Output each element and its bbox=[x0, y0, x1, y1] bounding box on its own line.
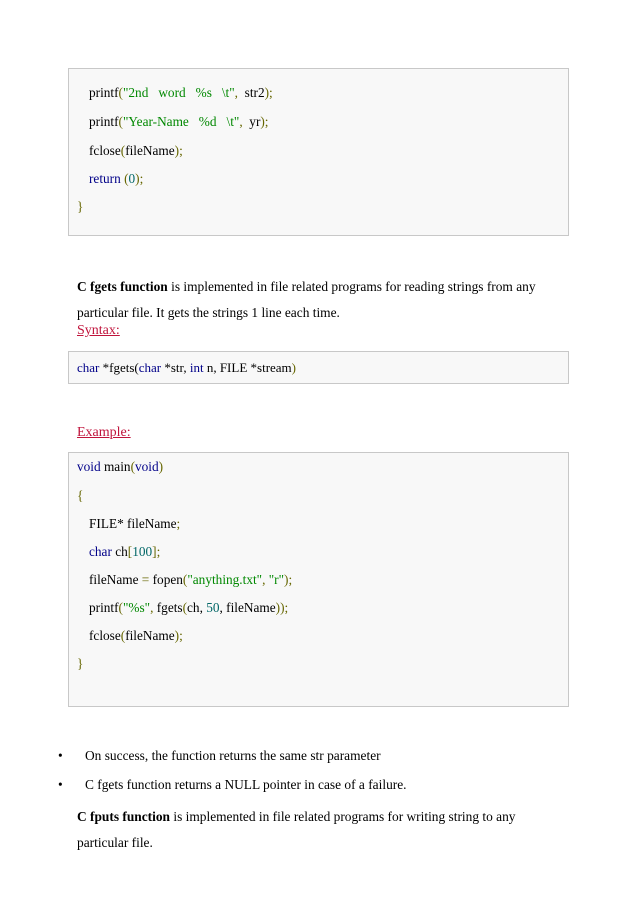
code-line: fclose(fileName); bbox=[89, 628, 183, 643]
fgets-description bbox=[77, 274, 557, 326]
list-item-text: C fgets function returns a NULL pointer in case of a failure. bbox=[85, 777, 407, 792]
code-line: return (0); bbox=[89, 171, 144, 186]
bullet-icon: • bbox=[58, 748, 63, 763]
example-heading: Example: bbox=[77, 425, 131, 440]
code-line: void main(void) bbox=[77, 459, 164, 474]
code-line: printf("%s", fgets(ch, 50, fileName)); bbox=[89, 600, 289, 615]
fputs-term: C fputs function bbox=[77, 809, 171, 824]
code-line: } bbox=[77, 656, 84, 671]
code-line: printf("Year-Name %d \t", yr); bbox=[89, 114, 269, 129]
code-line: printf("2nd word %s \t", str2); bbox=[89, 85, 273, 100]
code-line: } bbox=[77, 199, 84, 214]
fputs-description-text: is implemented in file related programs for writing string to any particular file. bbox=[77, 809, 516, 850]
code-line: fclose(fileName); bbox=[89, 143, 183, 158]
fputs-description bbox=[77, 804, 557, 856]
code-line: fileName = fopen("anything.txt", "r"); bbox=[89, 572, 293, 587]
syntax-line: char *fgets(char *str, int n, FILE *stream) bbox=[77, 360, 297, 375]
syntax-heading: Syntax: bbox=[77, 323, 120, 338]
fgets-description-text: is implemented in file related programs for reading strings from any particular file. It gets the strings 1 line each time. bbox=[77, 279, 536, 320]
fgets-term: C fgets function bbox=[77, 279, 168, 294]
bullet-icon: • bbox=[58, 777, 63, 792]
code-line: FILE* fileName; bbox=[89, 516, 181, 531]
list-item-text: On success, the function returns the same str parameter bbox=[85, 748, 381, 763]
code-line: { bbox=[77, 488, 84, 503]
code-line: char ch[100]; bbox=[89, 544, 161, 559]
